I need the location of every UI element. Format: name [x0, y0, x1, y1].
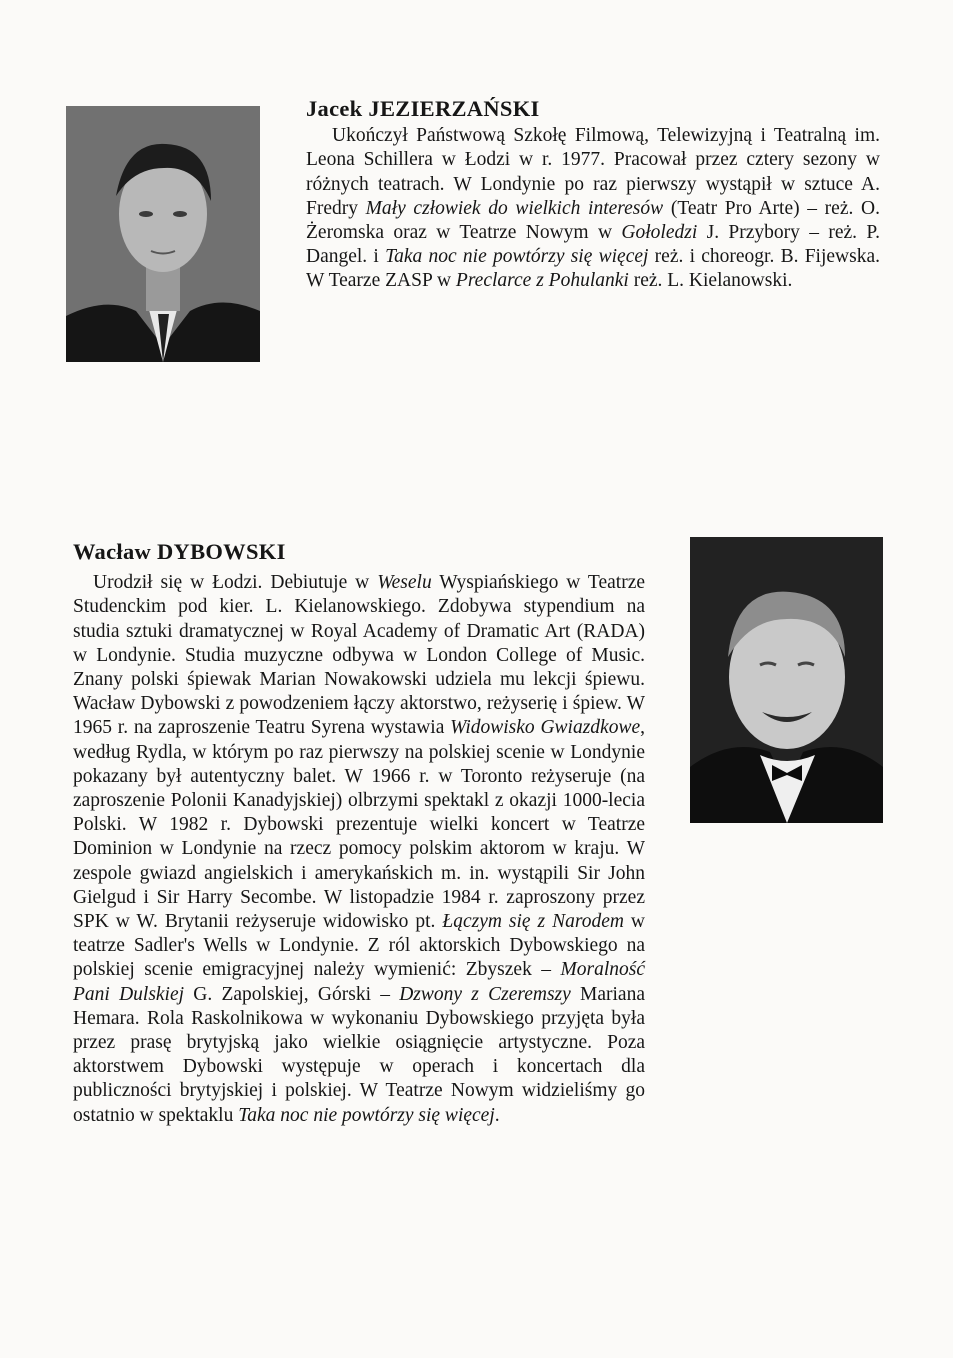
title-italic: Mały człowiek do wielkich interesów — [365, 197, 664, 219]
title-italic: Preclarce z Pohulanki — [455, 270, 629, 292]
text-run: G. Zapolskiej, Górski – — [184, 983, 400, 1005]
bio-jezierzanski — [306, 97, 880, 294]
text-run: Mariana Hemara. Rola Raskolnikowa w wykonaniu Dybowskiego przyjęta była przez prasę brytyjską jako wielkie osiągnięcie artystyczne. Poza aktorstwem Dybowski występuje w operach i koncertach dla publiczności brytyjskiej i polskiej. W Teatrze Nowym widzieliśmy go ostatnio w spektaklu — [73, 983, 645, 1126]
person-name: Jacek JEZIERZAŃSKI — [306, 96, 540, 121]
text-run: reż. i choreogr. B. Fijewska. W Tearze ZASP w — [306, 246, 880, 292]
portrait-jezierzanski-image — [66, 106, 260, 362]
title-italic: Gołoledzi — [621, 222, 698, 244]
title-italic: Taka noc nie powtórzy się więcej — [385, 246, 649, 268]
title-italic: Dzwony z Czeremszy — [399, 983, 571, 1005]
text-run: Wyspiańskiego w Teatrze Studenckim pod kier. L. Kielanowskiego. Zdobywa stypendium na studia sztuki dramatycznej w Royal Academy of Dramatic Art (RADA) w Londynie. Studia muzyczne odbywa w London College of Music. Znany polski śpiewak Marian Nowakowski udziela mu lekcji śpiewu. Wacław Dybowski z powodzeniem łączy aktorstwo, reżyserię i śpiew. W 1965 r. na zaproszenie Teatru Syrena wystawia — [73, 572, 645, 739]
text-run: , według Rydla, w którym po raz pierwszy na polskiej scenie w Londynie pokazany był autentyczny balet. W 1966 r. w Toronto reżyseruje (na zaproszenie Polonii Kanadyjskiej) olbrzymi spektakl z okazji 1000-lecia Polski. W 1982 r. Dybowski prezentuje wielki koncert w Teatrze Dominion w Londynie na rzecz pomocy polskim aktorom w kraju. W zespole gwiazd angielskich i amerykańskich m. in. wystąpili Sir John Gielgud i Sir Harry Secombe. W listopadzie 1984 r. zaproszony przez SPK w W. Brytanii reżyseruje widowisko pt. — [73, 717, 645, 933]
portrait-photo-jezierzanski — [66, 106, 260, 362]
text-run: J. Przybory – reż. P. Dangel. i — [306, 222, 880, 268]
portrait-photo-dybowski — [690, 537, 883, 823]
title-italic: Widowisko Gwiazdkowe — [450, 717, 641, 739]
person-name: Wacław DYBOWSKI — [73, 539, 286, 564]
title-italic: Łączym się z Narodem — [442, 911, 624, 933]
text-run: (Teatr Pro Arte) – reż. O. Żeromska oraz w Teatrze Nowym w — [306, 197, 880, 244]
title-italic: Taka noc nie powtórzy się więcej — [238, 1104, 495, 1126]
text-run: Urodził się w Łodzi. Debiutuje w — [93, 572, 378, 594]
portrait-dybowski-image — [690, 537, 883, 823]
text-run: . — [494, 1104, 500, 1126]
bio-text — [73, 571, 645, 1128]
text-run: reż. L. Kielanowski. — [628, 270, 793, 292]
text-run: w teatrze Sadler's Wells w Londynie. Z ról aktorskich Dybowskiego na polskiej scenie emigracyjnej należy wymienić: Zbyszek – — [73, 911, 645, 981]
title-italic: Moralność Pani Dulskiej — [73, 959, 645, 1005]
text-run: Ukończył Państwową Szkołę Filmową, Telewizyjną i Teatralną im. Leona Schillera w Łodzi w r. 1977. Pracował przez cztery sezony w różnych teatrach. W Londynie po raz pierwszy wystąpił w sztuce A. Fredry — [306, 125, 880, 219]
bio-dybowski — [73, 540, 645, 1128]
bio-text — [306, 124, 880, 293]
title-italic: Weselu — [377, 572, 432, 594]
